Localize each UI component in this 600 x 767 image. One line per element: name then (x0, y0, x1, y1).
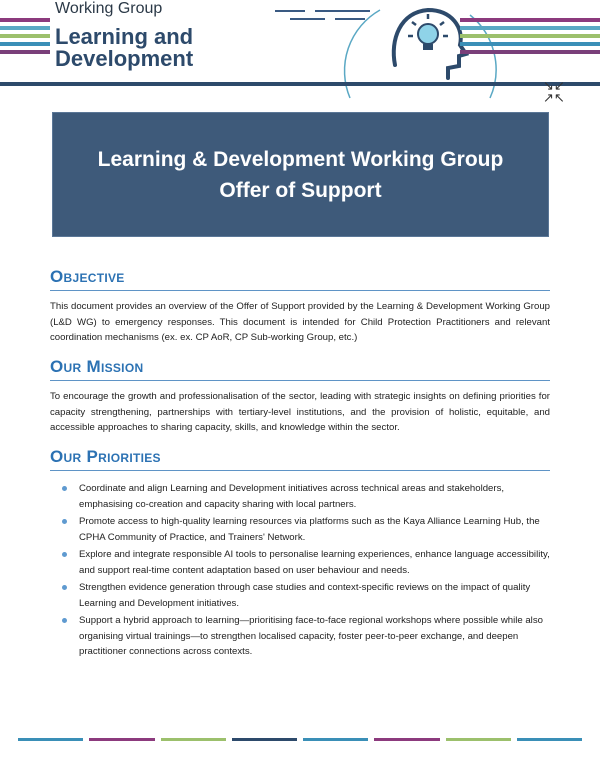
mission-heading: Our Mission (50, 356, 550, 381)
list-item: Explore and integrate responsible AI tools to personalise learning experiences, enhance language accessibility, and support real-time content adaptation based on user behaviour and needs. (62, 547, 550, 578)
priorities-list (50, 481, 550, 660)
bullet-icon (62, 585, 67, 590)
list-item: Promote access to high-quality learning resources via platforms such as the Kaya Alliance Learning Hub, the CPHA Community of Practice, and Trainers' Network. (62, 514, 550, 545)
list-item: Coordinate and align Learning and Development initiatives across technical areas and stakeholders, emphasising co-creation and capacity sharing with local partners. (62, 481, 550, 512)
mission-text: To encourage the growth and professionalisation of the sector, leading with strategic insights on defining priorities for capacity strengthening, partnerships with tertiary-level institutions, and the provision of holistic, equitable, and accessible approaches to sharing capacity, skills, and knowledge within the sector. (50, 391, 550, 433)
header-rule (0, 82, 600, 86)
title-banner (52, 112, 549, 237)
objective-section (50, 266, 550, 355)
header-stripes-left (0, 18, 50, 58)
priorities-section (50, 446, 550, 662)
logo-line-1: Learning and (55, 24, 194, 49)
collapse-arrows-icon: ↘↙ ↗↖ (543, 78, 565, 105)
learning-development-logo-text (55, 26, 193, 70)
bullet-icon (62, 519, 67, 524)
page-header (0, 0, 600, 105)
banner-title-line-1: Learning & Development Working Group (97, 147, 504, 171)
footer-decorative-lines (18, 738, 582, 741)
working-group-label: Working Group (55, 0, 163, 17)
mission-section (50, 356, 550, 445)
priorities-heading: Our Priorities (50, 446, 550, 471)
list-item: Strengthen evidence generation through case studies and context-specific reviews on the impact of quality Learning and Development initiatives. (62, 580, 550, 611)
logo-line-2: Development (55, 46, 194, 71)
bullet-icon (62, 552, 67, 557)
objective-heading: Objective (50, 266, 550, 291)
header-stripes-right (460, 18, 600, 58)
banner-title-line-2: Offer of Support (219, 178, 382, 202)
list-item: Support a hybrid approach to learning—prioritising face-to-face regional workshops where possible while also organising virtual trainings—to strengthen localised capacity, foster peer-to-peer exchange, and deepen practitioner connections across contexts. (62, 613, 550, 660)
bullet-icon (62, 486, 67, 491)
objective-text: This document provides an overview of the Offer of Support provided by the Learning & Development Working Group (L&D WG) to emergency responses. This document is intended for Child Protection Practitioners and relevant coordination mechanisms (ex. ex. CP AoR, CP Sub-working Group, etc.) (50, 301, 550, 343)
bullet-icon (62, 618, 67, 623)
